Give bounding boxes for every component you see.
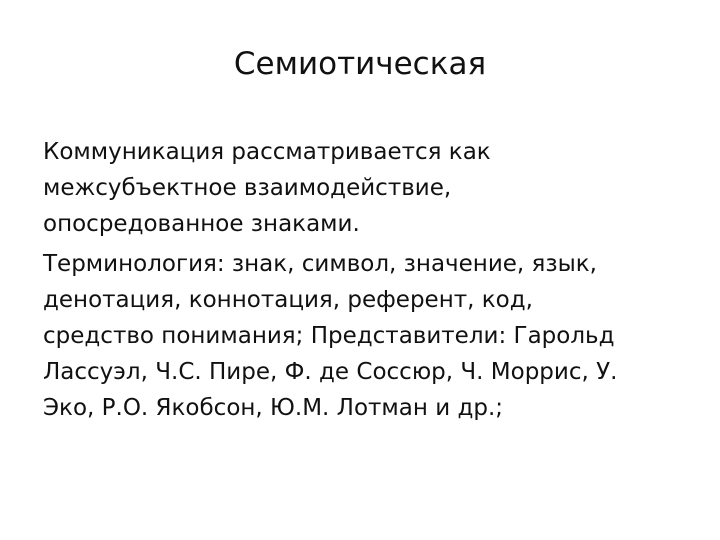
paragraph-terminology <box>43 246 708 426</box>
body-line: Эко, Р.О. Якобсон, Ю.М. Лотман и др.; <box>43 395 504 421</box>
slide-title: Семиотическая <box>233 46 487 82</box>
body-line: Лассуэл, Ч.С. Пире, Ф. де Соссюр, Ч. Моррис, У. <box>43 359 618 385</box>
body-line: денотация, коннотация, референт, код, <box>43 287 533 313</box>
body-line: опосредованное знаками. <box>43 211 360 237</box>
body-line: средство понимания; Представители: Гарольд <box>43 323 615 349</box>
body-line: межсубъектное взаимодействие, <box>43 175 452 201</box>
body-line: Терминология: знак, символ, значение, язык, <box>43 251 597 277</box>
paragraph-communication <box>43 134 708 242</box>
slide-body <box>43 134 708 426</box>
body-line: Коммуникация рассматривается как <box>43 139 491 165</box>
